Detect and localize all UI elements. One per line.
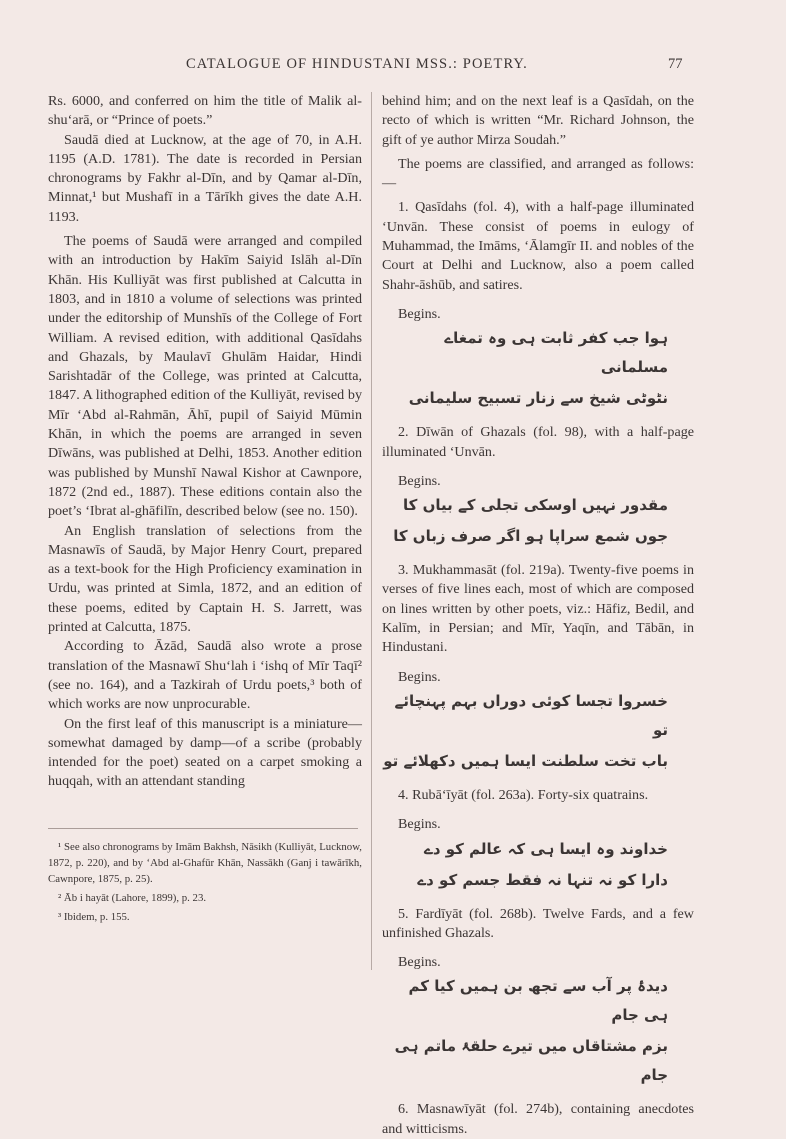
begins-label: Begins. [398,816,441,833]
left-column [48,92,362,928]
section-entry: 5. Fardīyāt (fol. 268b). Twelve Fards, and a few unfinished Ghazals. [382,905,694,941]
footnote-rule [48,828,358,829]
urdu-verse-line: دیدۂ پر آب سے تجھ بن ہمیں کیا کم ہی جام [408,977,668,1025]
urdu-verse-line: نٹوٹی شیخ سے زنار تسبیح سلیمانی [408,389,668,408]
footnote: ³ Ibidem, p. 155. [58,910,130,923]
paragraph: Saudā died at Lucknow, at the age of 70, in A.H. 1195 (A.D. 1781). The date is recorded in Persian chronograms by Fakhr al-Dīn, and by Qamar al-Dīn, Minnat,¹ but Mushafī in a Tārīkh gives the date A.H. 1193. [48,131,362,225]
urdu-verse-line: ہوا جب کفر ثابت ہی وہ تمغاے مسلمانی [444,329,668,377]
paragraph: Rs. 6000, and conferred on him the title of Malik al-shu‘arā, or “Prince of poets.” [48,93,362,129]
running-title: CATALOGUE OF HINDUSTANI MSS.: POETRY. [186,56,528,72]
footnotes [48,839,362,925]
page-number: 77 [668,56,683,72]
section-entry: 3. Mukhammasāt (fol. 219a). Twenty-five poems in verses of five lines each, most of which are composed on lines written by other poets, viz.: Hāfiz, Bedil, and Kalīm, in Persian; and Mīr, Yaqīn, and Tābān, in Hindustani. [382,562,694,656]
urdu-verse-line: باب تخت سلطنت ایسا ہمیں دکھلائے تو [383,751,668,770]
begins-label: Begins. [398,668,441,685]
section-entry: 4. Rubā‘īyāt (fol. 263a). Forty-six quatrains. [398,786,649,803]
begins-label: Begins. [398,305,441,322]
column-divider [371,92,372,970]
paragraph: According to Āzād, Saudā also wrote a prose translation of the Masnawī Shu‘lah i ‘ishq of Mīr Taqī² (see no. 164), and a Tazkirah of Urdu poets,³ both of which works are now unprocurable. [48,638,362,713]
urdu-verse-line: بزم مشتاقاں میں تیرے حلقۂ ماتم ہی جام [394,1037,668,1085]
urdu-verse-line: جوں شمع سراپا ہو اگر صرف زباں کا [393,527,668,546]
paragraph: behind him; and on the next leaf is a Qasīdah, on the recto of which is written “Mr. Richard Johnson, the gift of ye author Mirza Soudah.” [382,93,694,148]
right-column [382,92,694,1139]
paragraph: The poems of Saudā were arranged and compiled with an introduction by Hakīm Saiyid Islāh al-Dīn Khān. His Kulliyāt was first published at Calcutta in 1803, and in 1810 a volume of selections was printed under the editorship of Munshīs of the College of Fort William. A revised edition, with additional Qasīdahs and Ghazals, by Maulavī Ghulām Haidar, Hindi Sarishtadār of the College, was printed at Calcutta, 1847. A lithographed edition of the Kulliyāt, revised by Mīr ‘Abd al-Rahmān, Āhī, pupil of Saiyid Mūmin Khān, in which the poems are arranged in seven Dīwāns, was published at Delhi, 1853. Another edition was published by Munshī Nawal Kishor at Cawnpore, 1872 (2nd ed., 1887). These editions contain also the poet’s ‘Ibrat al-ghāfilīn, described below (see no. 150). [48,233,362,520]
section-entry: 2. Dīwān of Ghazals (fol. 98), with a half-page illuminated ‘Unvān. [382,424,694,460]
paragraph: On the first leaf of this manuscript is a miniature—somewhat damaged by damp—of a scribe (probably intended for the poet) seated on a carpet smoking a huqqah, with an attendant standing [48,715,362,790]
section-entry: 1. Qasīdahs (fol. 4), with a half-page illuminated ‘Unvān. These consist of poems in eulogy of Muhammad, the Imāms, ‘Ālamgīr II. and nobles of the Court at Delhi and Lucknow, also a poem called Shahr-āshūb, and satires. [382,199,694,293]
footnote: ² Āb i hayāt (Lahore, 1899), p. 23. [58,891,207,904]
begins-label: Begins. [398,472,441,489]
running-header [0,56,786,78]
begins-label: Begins. [398,954,441,971]
urdu-verse-line: خسروا تجسا کوئی دوراں بہم پہنچائے تو [394,691,668,739]
urdu-verse-line: خداوند وہ ایسا ہی کہ عالم کو دے [424,839,668,858]
paragraph: The poems are classified, and arranged as follows:— [382,155,694,192]
urdu-verse-line: مقدور نہیں اوسکی تجلی کے بیاں کا [403,496,668,515]
section-entry: 6. Masnawīyāt (fol. 274b), containing anecdotes and witticisms. [382,1101,694,1137]
paragraph: An English translation of selections from the Masnawīs of Saudā, by Major Henry Court, prepared as a text-book for the High Proficiency examination in Urdu, was printed at Simla, 1872, and an edition of these poems, edited by Captain H. S. Jarrett, was printed at Calcutta, 1875. [48,522,362,636]
footnote: ¹ See also chronograms by Imām Bakhsh, Nāsikh (Kulliyāt, Lucknow, 1872, p. 220), and by ‘Abd al-Ghafūr Khān, Nassākh (Ganj i tawārīkh, Cawnpore, 1875, p. 25). [48,840,362,885]
urdu-verse-line: دارا کو نہ تنہا نہ فقط جسم کو دے [417,870,668,889]
